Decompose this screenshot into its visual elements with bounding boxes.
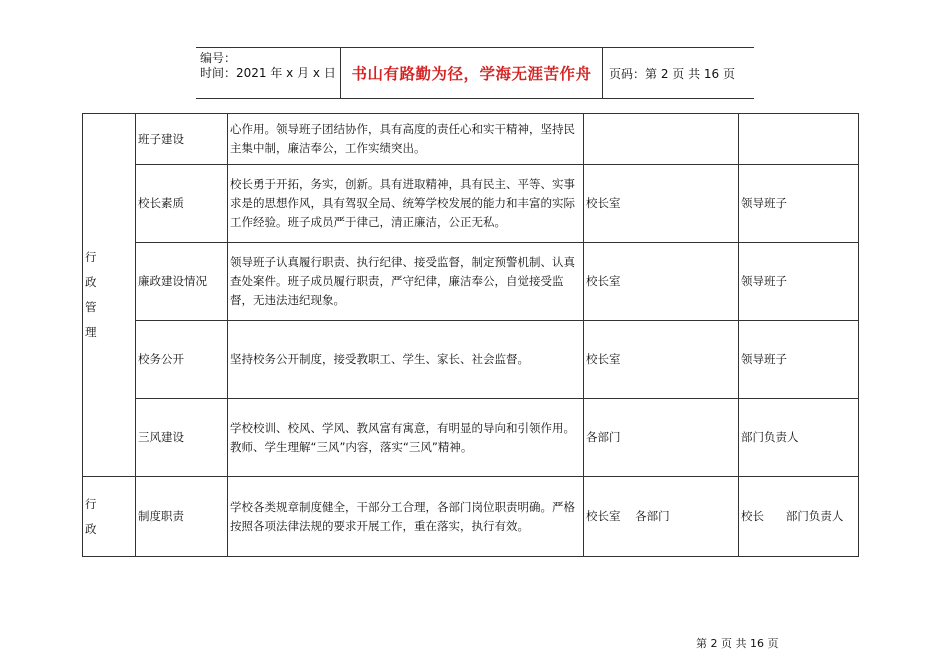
desc-cell: 心作用。领导班子团结协作，具有高度的责任心和实干精神，坚持民主集中制，廉洁奉公，工作实绩突出。 (228, 114, 584, 165)
category-cell (83, 477, 136, 557)
category-text: 行 政 (85, 496, 97, 536)
desc-cell: 学校各类规章制度健全，干部分工合理，各部门岗位职责明确。严格按照各项法律法规的要求开展工作，重在落实，执行有效。 (228, 477, 584, 557)
table-row (83, 399, 859, 477)
content-table (82, 113, 859, 557)
item-cell: 制度职责 (136, 477, 228, 557)
table-row (83, 321, 859, 399)
number-label: 编号： (200, 51, 237, 65)
header-motto: 书山有路勤为径，学海无涯苦作舟 (341, 48, 603, 98)
page-footer: 第 2 页 共 16 页 (696, 637, 779, 650)
dept-cell (584, 114, 739, 165)
table-row (83, 477, 859, 557)
resp-cell (739, 114, 859, 165)
item-cell: 校长素质 (136, 165, 228, 243)
item-cell: 校务公开 (136, 321, 228, 399)
item-cell: 班子建设 (136, 114, 228, 165)
table-row (83, 114, 859, 165)
resp-cell: 领导班子 (739, 165, 859, 243)
dept-cell: 校长室 (584, 321, 739, 399)
item-cell: 廉政建设情况 (136, 243, 228, 321)
table-row (83, 165, 859, 243)
document-header (196, 47, 754, 99)
dept-cell: 校长室 各部门 (584, 477, 739, 557)
resp-cell: 校长 部门负责人 (739, 477, 859, 557)
dept-cell: 各部门 (584, 399, 739, 477)
time-label: 时间：2021 年 x 月 x 日 (200, 66, 336, 80)
resp-cell: 领导班子 (739, 321, 859, 399)
desc-cell: 学校校训、校风、学风、教风富有寓意，有明显的导向和引领作用。教师、学生理解“三风”内容，落实“三风”精神。 (228, 399, 584, 477)
item-cell: 三风建设 (136, 399, 228, 477)
desc-cell: 校长勇于开拓，务实，创新。具有进取精神，具有民主、平等、实事求是的思想作风，具有驾驭全局、统筹学校发展的能力和丰富的实际工作经验。班子成员严于律己，清正廉洁，公正无私。 (228, 165, 584, 243)
dept-cell: 校长室 (584, 243, 739, 321)
header-meta (196, 48, 341, 98)
category-cell (83, 114, 136, 477)
category-text: 行 政 管 理 (85, 250, 97, 339)
resp-cell: 部门负责人 (739, 399, 859, 477)
header-page-label: 页码：第 2 页 共 16 页 (609, 66, 735, 81)
desc-cell: 领导班子认真履行职责、执行纪律、接受监督，制定预警机制、认真查处案件。班子成员履行职责，严守纪律，廉洁奉公，自觉接受监督，无违法违纪现象。 (228, 243, 584, 321)
resp-cell: 领导班子 (739, 243, 859, 321)
table-row (83, 243, 859, 321)
dept-cell: 校长室 (584, 165, 739, 243)
desc-cell: 坚持校务公开制度，接受教职工、学生、家长、社会监督。 (228, 321, 584, 399)
